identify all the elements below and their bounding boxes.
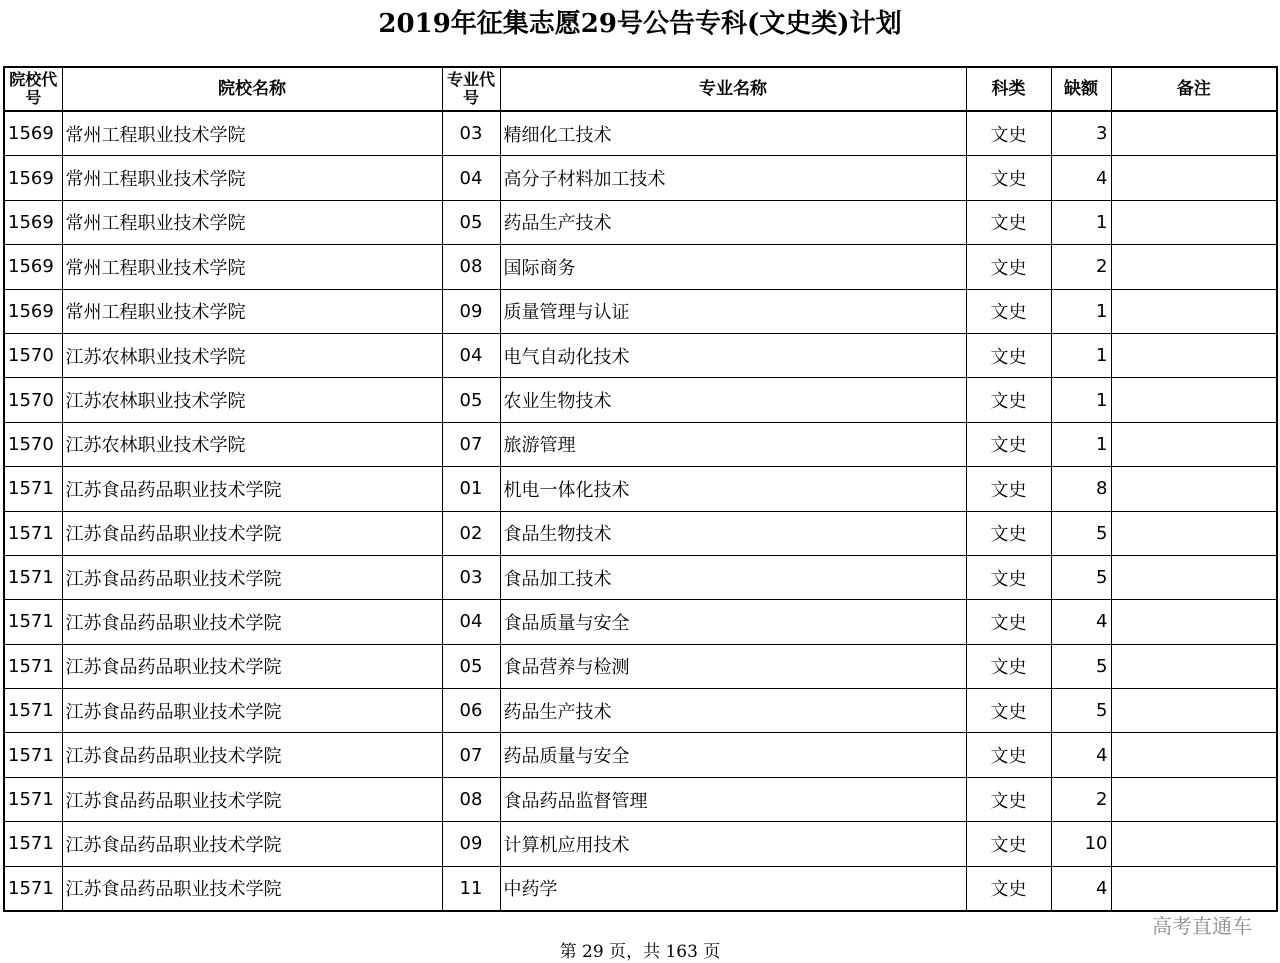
cell-school-name: 常州工程职业技术学院 bbox=[62, 200, 442, 244]
cell-major-code: 07 bbox=[442, 422, 500, 466]
cell-school-code: 1571 bbox=[4, 733, 62, 777]
cell-category: 文史 bbox=[966, 200, 1051, 244]
table-row bbox=[4, 644, 1277, 688]
table-row bbox=[4, 733, 1277, 777]
cell-school-code: 1571 bbox=[4, 511, 62, 555]
cell-remarks bbox=[1111, 289, 1277, 333]
header-major-name: 专业名称 bbox=[500, 67, 966, 111]
header-category: 科类 bbox=[966, 67, 1051, 111]
cell-category: 文史 bbox=[966, 156, 1051, 200]
cell-school-name: 江苏农林职业技术学院 bbox=[62, 378, 442, 422]
cell-remarks bbox=[1111, 689, 1277, 733]
cell-remarks bbox=[1111, 733, 1277, 777]
cell-major-code: 05 bbox=[442, 378, 500, 422]
cell-category: 文史 bbox=[966, 245, 1051, 289]
cell-quota: 10 bbox=[1051, 822, 1111, 866]
cell-school-code: 1571 bbox=[4, 555, 62, 599]
cell-major-code: 01 bbox=[442, 467, 500, 511]
cell-school-name: 江苏农林职业技术学院 bbox=[62, 422, 442, 466]
watermark-text: 高考直通车 bbox=[1152, 914, 1252, 938]
cell-remarks bbox=[1111, 156, 1277, 200]
cell-school-code: 1570 bbox=[4, 333, 62, 377]
table-row bbox=[4, 245, 1277, 289]
cell-school-code: 1569 bbox=[4, 245, 62, 289]
cell-category: 文史 bbox=[966, 467, 1051, 511]
table-header-row bbox=[4, 67, 1277, 111]
cell-major-code: 04 bbox=[442, 156, 500, 200]
cell-school-name: 常州工程职业技术学院 bbox=[62, 111, 442, 156]
cell-major-name: 药品生产技术 bbox=[500, 689, 966, 733]
cell-category: 文史 bbox=[966, 422, 1051, 466]
cell-quota: 5 bbox=[1051, 689, 1111, 733]
cell-school-code: 1569 bbox=[4, 156, 62, 200]
cell-major-name: 药品质量与安全 bbox=[500, 733, 966, 777]
cell-school-name: 江苏食品药品职业技术学院 bbox=[62, 555, 442, 599]
table-row bbox=[4, 689, 1277, 733]
cell-major-code: 07 bbox=[442, 733, 500, 777]
cell-school-name: 常州工程职业技术学院 bbox=[62, 289, 442, 333]
cell-major-code: 04 bbox=[442, 333, 500, 377]
table-row bbox=[4, 600, 1277, 644]
cell-major-code: 03 bbox=[442, 555, 500, 599]
enrollment-plan-table bbox=[3, 66, 1278, 912]
cell-school-name: 江苏食品药品职业技术学院 bbox=[62, 644, 442, 688]
cell-major-name: 药品生产技术 bbox=[500, 200, 966, 244]
cell-remarks bbox=[1111, 866, 1277, 911]
cell-major-name: 高分子材料加工技术 bbox=[500, 156, 966, 200]
cell-major-code: 09 bbox=[442, 822, 500, 866]
cell-remarks bbox=[1111, 200, 1277, 244]
cell-category: 文史 bbox=[966, 378, 1051, 422]
header-school-name: 院校名称 bbox=[62, 67, 442, 111]
cell-category: 文史 bbox=[966, 644, 1051, 688]
cell-school-name: 常州工程职业技术学院 bbox=[62, 245, 442, 289]
table-row bbox=[4, 422, 1277, 466]
cell-category: 文史 bbox=[966, 733, 1051, 777]
cell-major-code: 02 bbox=[442, 511, 500, 555]
cell-major-code: 05 bbox=[442, 200, 500, 244]
header-remarks: 备注 bbox=[1111, 67, 1277, 111]
page-footer: 第 29 页，共 163 页 bbox=[559, 942, 721, 962]
table-row bbox=[4, 111, 1277, 156]
cell-school-name: 江苏食品药品职业技术学院 bbox=[62, 866, 442, 911]
table-row bbox=[4, 200, 1277, 244]
cell-remarks bbox=[1111, 600, 1277, 644]
table-row bbox=[4, 378, 1277, 422]
cell-quota: 1 bbox=[1051, 422, 1111, 466]
table-row bbox=[4, 866, 1277, 911]
cell-quota: 2 bbox=[1051, 245, 1111, 289]
cell-school-code: 1569 bbox=[4, 200, 62, 244]
cell-school-code: 1570 bbox=[4, 422, 62, 466]
cell-major-name: 精细化工技术 bbox=[500, 111, 966, 156]
cell-school-code: 1571 bbox=[4, 689, 62, 733]
table-row bbox=[4, 333, 1277, 377]
cell-quota: 4 bbox=[1051, 866, 1111, 911]
header-quota: 缺额 bbox=[1051, 67, 1111, 111]
table-row bbox=[4, 467, 1277, 511]
cell-major-name: 质量管理与认证 bbox=[500, 289, 966, 333]
cell-major-name: 食品质量与安全 bbox=[500, 600, 966, 644]
cell-school-code: 1571 bbox=[4, 467, 62, 511]
cell-major-code: 03 bbox=[442, 111, 500, 156]
cell-quota: 2 bbox=[1051, 777, 1111, 821]
cell-category: 文史 bbox=[966, 866, 1051, 911]
table-row bbox=[4, 822, 1277, 866]
cell-major-code: 09 bbox=[442, 289, 500, 333]
cell-quota: 1 bbox=[1051, 378, 1111, 422]
cell-category: 文史 bbox=[966, 555, 1051, 599]
cell-school-name: 江苏食品药品职业技术学院 bbox=[62, 600, 442, 644]
cell-category: 文史 bbox=[966, 689, 1051, 733]
cell-major-name: 食品加工技术 bbox=[500, 555, 966, 599]
table-row bbox=[4, 289, 1277, 333]
cell-remarks bbox=[1111, 111, 1277, 156]
cell-quota: 1 bbox=[1051, 200, 1111, 244]
cell-school-name: 江苏食品药品职业技术学院 bbox=[62, 822, 442, 866]
cell-school-name: 常州工程职业技术学院 bbox=[62, 156, 442, 200]
page-title: 2019年征集志愿29号公告专科(文史类)计划 bbox=[378, 9, 902, 39]
cell-quota: 1 bbox=[1051, 289, 1111, 333]
cell-quota: 8 bbox=[1051, 467, 1111, 511]
cell-remarks bbox=[1111, 511, 1277, 555]
cell-school-name: 江苏食品药品职业技术学院 bbox=[62, 467, 442, 511]
cell-category: 文史 bbox=[966, 511, 1051, 555]
cell-quota: 4 bbox=[1051, 733, 1111, 777]
cell-quota: 3 bbox=[1051, 111, 1111, 156]
header-school-code: 院校代号 bbox=[4, 67, 62, 111]
cell-remarks bbox=[1111, 333, 1277, 377]
cell-school-code: 1571 bbox=[4, 644, 62, 688]
cell-category: 文史 bbox=[966, 777, 1051, 821]
cell-school-code: 1570 bbox=[4, 378, 62, 422]
cell-category: 文史 bbox=[966, 333, 1051, 377]
cell-major-name: 国际商务 bbox=[500, 245, 966, 289]
cell-remarks bbox=[1111, 555, 1277, 599]
cell-category: 文史 bbox=[966, 822, 1051, 866]
cell-major-code: 11 bbox=[442, 866, 500, 911]
cell-quota: 4 bbox=[1051, 600, 1111, 644]
cell-quota: 1 bbox=[1051, 333, 1111, 377]
cell-quota: 5 bbox=[1051, 555, 1111, 599]
cell-school-code: 1571 bbox=[4, 866, 62, 911]
cell-school-code: 1571 bbox=[4, 777, 62, 821]
header-major-code: 专业代号 bbox=[442, 67, 500, 111]
cell-major-code: 08 bbox=[442, 245, 500, 289]
cell-remarks bbox=[1111, 644, 1277, 688]
cell-remarks bbox=[1111, 378, 1277, 422]
cell-school-name: 江苏食品药品职业技术学院 bbox=[62, 511, 442, 555]
table-row bbox=[4, 156, 1277, 200]
cell-quota: 5 bbox=[1051, 644, 1111, 688]
cell-major-name: 机电一体化技术 bbox=[500, 467, 966, 511]
table-row bbox=[4, 555, 1277, 599]
cell-major-code: 04 bbox=[442, 600, 500, 644]
cell-category: 文史 bbox=[966, 111, 1051, 156]
table-row bbox=[4, 777, 1277, 821]
cell-major-name: 食品营养与检测 bbox=[500, 644, 966, 688]
cell-school-code: 1571 bbox=[4, 822, 62, 866]
cell-remarks bbox=[1111, 822, 1277, 866]
cell-major-name: 旅游管理 bbox=[500, 422, 966, 466]
cell-major-name: 中药学 bbox=[500, 866, 966, 911]
cell-major-name: 农业生物技术 bbox=[500, 378, 966, 422]
cell-category: 文史 bbox=[966, 289, 1051, 333]
cell-major-name: 计算机应用技术 bbox=[500, 822, 966, 866]
cell-remarks bbox=[1111, 467, 1277, 511]
cell-school-code: 1571 bbox=[4, 600, 62, 644]
cell-major-code: 05 bbox=[442, 644, 500, 688]
cell-remarks bbox=[1111, 777, 1277, 821]
cell-major-name: 食品生物技术 bbox=[500, 511, 966, 555]
cell-category: 文史 bbox=[966, 600, 1051, 644]
table-body bbox=[4, 111, 1277, 911]
cell-major-name: 电气自动化技术 bbox=[500, 333, 966, 377]
table-row bbox=[4, 511, 1277, 555]
cell-school-name: 江苏食品药品职业技术学院 bbox=[62, 777, 442, 821]
cell-remarks bbox=[1111, 245, 1277, 289]
cell-school-name: 江苏食品药品职业技术学院 bbox=[62, 733, 442, 777]
cell-quota: 5 bbox=[1051, 511, 1111, 555]
cell-major-code: 08 bbox=[442, 777, 500, 821]
cell-school-code: 1569 bbox=[4, 111, 62, 156]
cell-major-name: 食品药品监督管理 bbox=[500, 777, 966, 821]
cell-quota: 4 bbox=[1051, 156, 1111, 200]
cell-school-name: 江苏农林职业技术学院 bbox=[62, 333, 442, 377]
cell-school-code: 1569 bbox=[4, 289, 62, 333]
cell-major-code: 06 bbox=[442, 689, 500, 733]
cell-school-name: 江苏食品药品职业技术学院 bbox=[62, 689, 442, 733]
cell-remarks bbox=[1111, 422, 1277, 466]
